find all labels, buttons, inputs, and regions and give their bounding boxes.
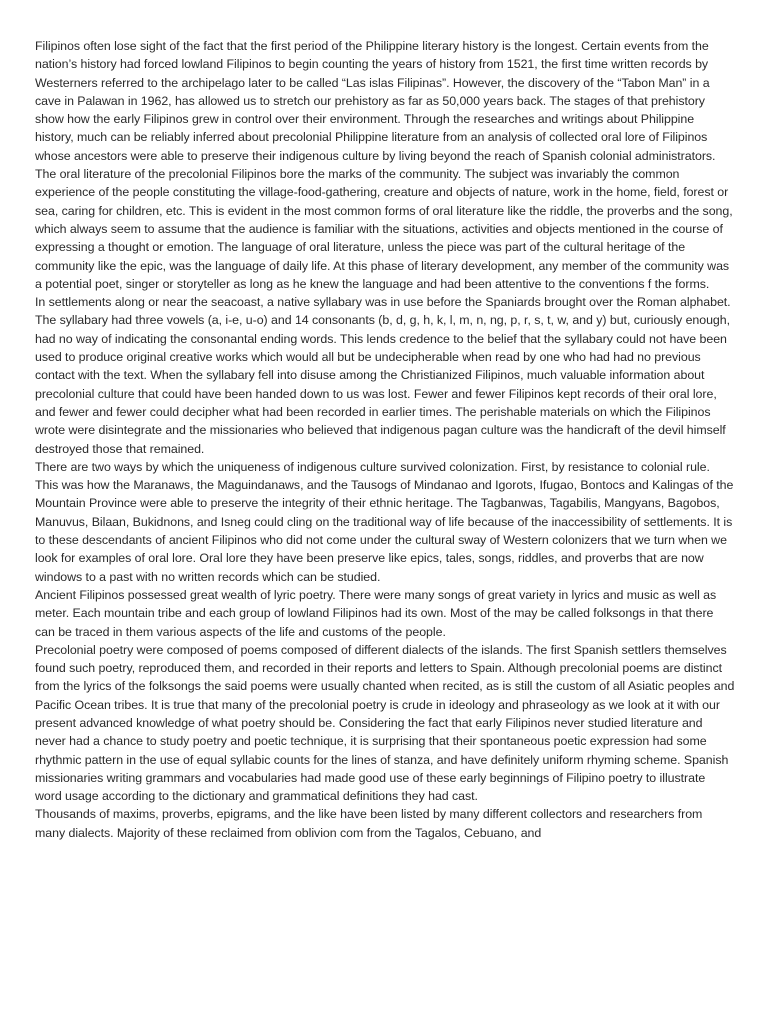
- paragraph-lyric-poetry: Ancient Filipinos possessed great wealth of lyric poetry. There were many songs of great variety in lyrics and music as well as meter. Each mountain tribe and each group of lowland Filipinos had its own. Most of the may be called folksongs in that there can be traced in them various aspects of the life and customs of the people.: [35, 587, 717, 639]
- paragraph-syllabary: In settlements along or near the seacoast, a native syllabary was in use before the Spaniards brought over the Roman alphabet. The syllabary had three vowels (a, i-e, u-o) and 14 consonants (b, d, g, h, k, l, m, n, ng, p, r, s, t, w, and y) but, curiously enough, had no way of indicating the consonantal ending words. This lends credence to the belief that the syllabary could not have been used to produce original creative works which would all but be undecipherable when read by one who had had no previous contact with the text. When the syllabary fell into disuse among the Christianized Filipinos, much valuable information about precolonial culture that could have been handed down to us was lost. Fewer and fewer Filipinos kept records of their oral lore, and fewer and fewer could decipher what had been recorded in earlier times. The perishable materials on which the Filipinos wrote were disintegrate and the missionaries who believed that indigenous pagan culture was the handicraft of the devil himself destroyed those that remained.: [35, 295, 731, 456]
- paragraph-precolonial-poetry: Precolonial poetry were composed of poems composed of different dialects of the islands. The first Spanish settlers themselves found such poetry, reproduced them, and recorded in their reports and letters to Spain. Although precolonial poems are distinct from the lyrics of the folksongs the said poems were usually chanted when recited, as is still the custom of all Asiatic peoples and Pacific Ocean tribes. It is true that many of the precolonial poetry is crude in ideology and phraseology as we look at it with our present advanced knowledge of what poetry should be. Considering the fact that early Filipinos never studied literature and never had a chance to study poetry and poetic technique, it is surprising that their spontaneous poetic expression had some rhythmic pattern in the use of equal syllabic counts for the lines of stanza, and have definitely uniform rhyming scheme. Spanish missionaries writing grammars and vocabularies had made good use of these early beginnings of Filipino poetry to illustrate word usage according to the dictionary and grammatical definitions they had cast.: [35, 642, 735, 804]
- paragraph-maxims-proverbs: Thousands of maxims, proverbs, epigrams, and the like have been listed by many different collectors and researchers from many dialects. Majority of these reclaimed from oblivion com from the Tagalos, Cebuano, and: [35, 807, 703, 840]
- paragraph-oral-literature: The oral literature of the precolonial Filipinos bore the marks of the community. The subject was invariably the common experience of the people constituting the village-food-gathering, creature and objects of nature, work in the home, field, forest or sea, caring for children, etc. This is evident in the most common forms of oral literature like the riddle, the proverbs and the song, which always seem to assume that the audience is familiar with the situations, activities and objects mentioned in the course of expressing a thought or emotion. The language of oral literature, unless the piece was part of the cultural heritage of the community like the epic, was the language of daily life. At this phase of literary development, any member of the community was a potential poet, singer or storyteller as long as he knew the language and had been attentive to the conventions f the forms.: [35, 167, 733, 291]
- paragraph-prehistory: Filipinos often lose sight of the fact that the first period of the Philippine literary history is the longest. Certain events from the nation’s history had forced lowland Filipinos to begin counting the years of history from 1521, the first time written records by Westerners referred to the archipelago later to be called “Las islas Filipinas”. However, the discovery of the “Tabon Man” in a cave in Palawan in 1962, has allowed us to stretch our prehistory as far as 50,000 years back. The stages of that prehistory show how the early Filipinos grew in control over their environment. Through the researches and writings about Philippine history, much can be reliably inferred about precolonial Philippine literature from an analysis of collected oral lore of Filipinos whose ancestors were able to preserve their indigenous culture by living beyond the reach of Spanish colonial administrators.: [35, 39, 716, 163]
- document-page: [35, 37, 735, 842]
- paragraph-indigenous-culture: There are two ways by which the uniqueness of indigenous culture survived colonization. First, by resistance to colonial rule. This was how the Maranaws, the Maguindanaws, and the Tausogs of Mindanao and Igorots, Ifugao, Bontocs and Kalingas of the Mountain Province were able to preserve the integrity of their ethnic heritage. The Tagbanwas, Tagabilis, Mangyans, Bagobos, Manuvus, Bilaan, Bukidnons, and Isneg could cling on the traditional way of life because of the inaccessibility of settlements. It is to these descendants of ancient Filipinos who did not come under the cultural sway of Western colonizers that we turn when we look for examples of oral lore. Oral lore they have been preserve like epics, tales, songs, riddles, and proverbs that are now windows to a past with no written records which can be studied.: [35, 459, 734, 584]
